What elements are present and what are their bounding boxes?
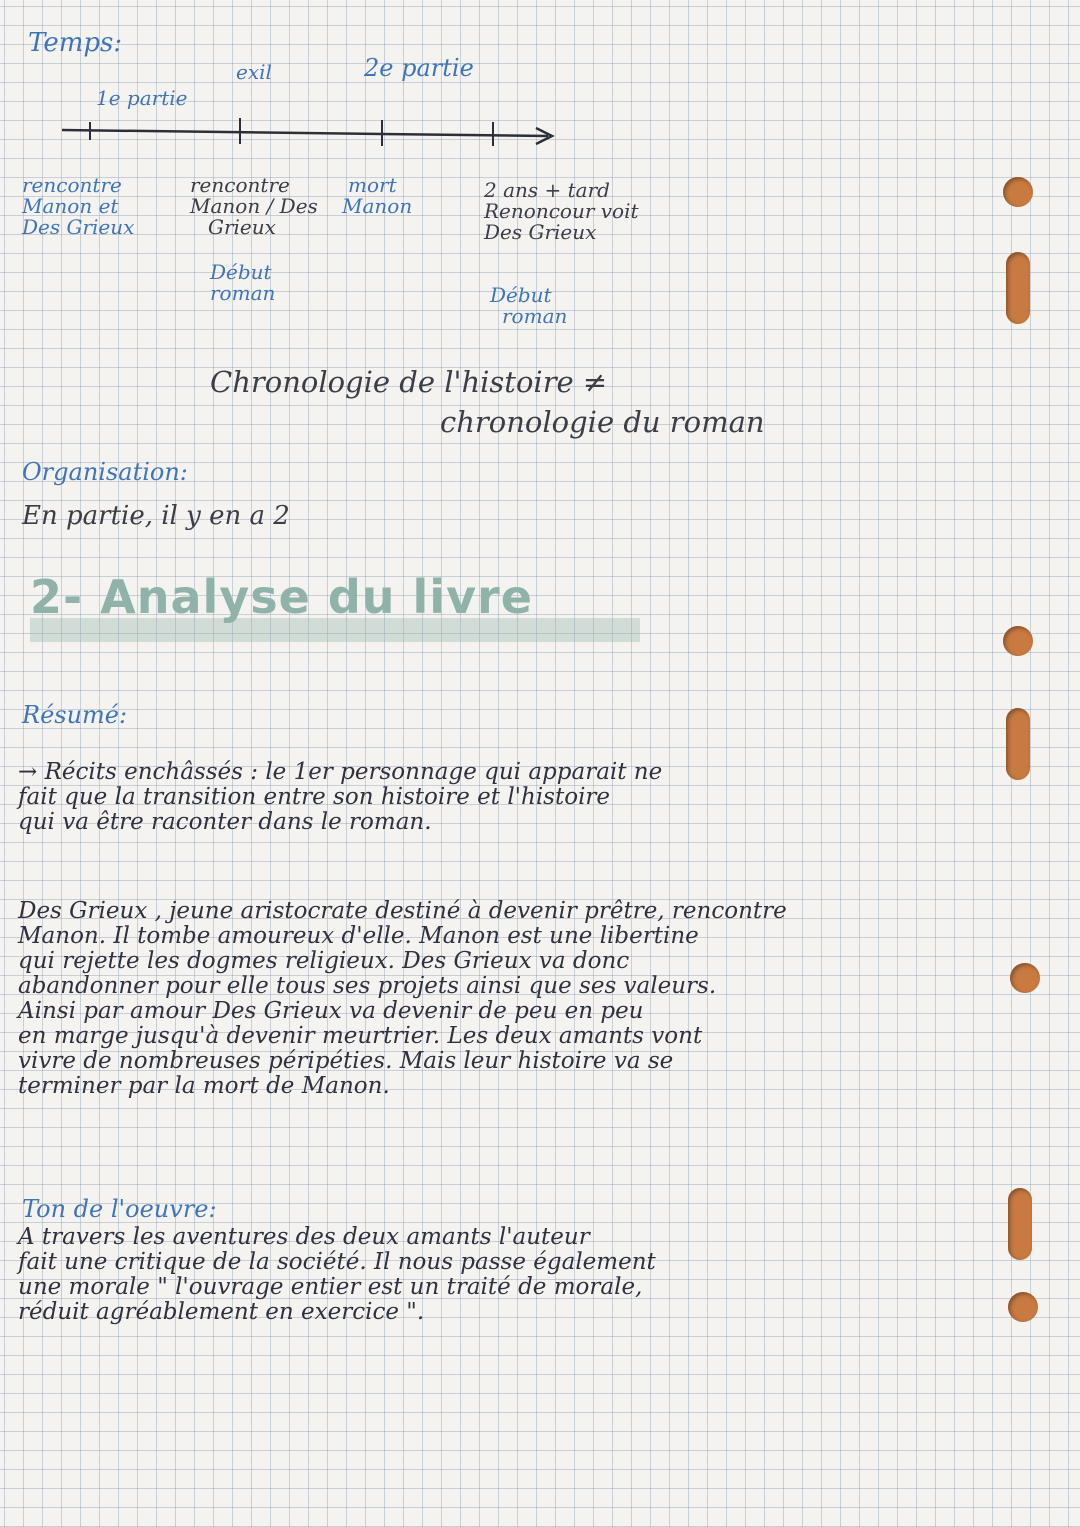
timeline-heading: Temps: [28,28,123,58]
text-line: vivre de nombreuses péripéties. Mais leur histoire va se [18,1048,674,1074]
text-line: en marge jusqu'à devenir meurtrier. Les deux amants vont [18,1023,703,1049]
timeline-col3-line: mort [348,173,397,197]
timeline-part1-label: 1e partie [96,86,188,110]
timeline-col1-line: Manon et [22,194,119,218]
timeline-axis [0,0,1080,200]
text-line: fait que la transition entre son histoire et l'histoire [18,784,611,810]
timeline-col4-note-line: Début [490,283,552,307]
text-line: une morale " l'ouvrage entier est un traité de morale, [18,1274,643,1300]
ton-paragraph [18,1225,656,1325]
timeline-col2-line: Manon / Des [190,194,318,218]
chronology-line-2: chronologie du roman [440,405,765,439]
binder-slot [1006,252,1030,324]
section-title: 2- Analyse du livre [30,570,533,624]
timeline-col2-note [210,262,275,304]
timeline-col3-line: Manon [342,194,413,218]
organisation-text: En partie, il y en a 2 [22,501,290,531]
binder-slot [1006,708,1030,780]
binder-slot [1008,1188,1032,1260]
timeline-col2-line: Grieux [208,215,276,239]
timeline-col1-line: rencontre [22,173,122,197]
timeline-col4-line: 2 ans + tard [484,178,610,202]
text-line: Ainsi par amour Des Grieux va devenir de peu en peu [18,998,644,1024]
organisation-heading: Organisation: [22,458,188,486]
resume-heading: Résumé: [22,701,128,729]
text-line: qui va être raconter dans le roman. [18,809,432,835]
text-line: A travers les aventures des deux amants l'auteur [18,1224,590,1250]
text-line: terminer par la mort de Manon. [18,1073,390,1099]
resume-paragraph-2 [18,899,787,1099]
timeline-col4-note [490,285,567,327]
timeline-col4-line: Des Grieux [484,220,597,244]
timeline-col2-line: rencontre [190,173,290,197]
timeline-col1-line: Des Grieux [22,215,135,239]
timeline-part2-label: 2e partie [364,54,474,82]
chronology-line-1: Chronologie de l'histoire ≠ [210,365,608,399]
binder-hole [1003,177,1033,207]
text-line: Des Grieux , jeune aristocrate destiné à devenir prêtre, rencontre [18,898,787,924]
text-line: qui rejette les dogmes religieux. Des Grieux va donc [18,948,630,974]
binder-hole [1008,1292,1038,1322]
timeline-col1 [22,175,134,238]
binder-hole [1010,963,1040,993]
text-line: abandonner pour elle tous ses projets ainsi que ses valeurs. [18,973,717,999]
timeline-col4-line: Renoncour voit [484,199,639,223]
binder-hole [1003,626,1033,656]
timeline-col2-note-line: roman [210,281,276,305]
timeline-col2 [190,175,318,238]
resume-paragraph-1 [18,760,662,835]
text-line: → Récits enchâssés : le 1er personnage qui apparait ne [18,759,663,785]
timeline-exil-label: exil [236,60,272,84]
timeline-col3 [342,175,412,217]
ton-heading: Ton de l'oeuvre: [22,1195,217,1223]
text-line: fait une critique de la société. Il nous passe également [18,1249,656,1275]
timeline-col4 [484,180,639,243]
timeline-col2-note-line: Début [210,260,272,284]
timeline-col4-note-line: roman [502,304,568,328]
text-line: Manon. Il tombe amoureux d'elle. Manon est une libertine [18,923,699,949]
text-line: réduit agréablement en exercice ". [18,1299,425,1325]
